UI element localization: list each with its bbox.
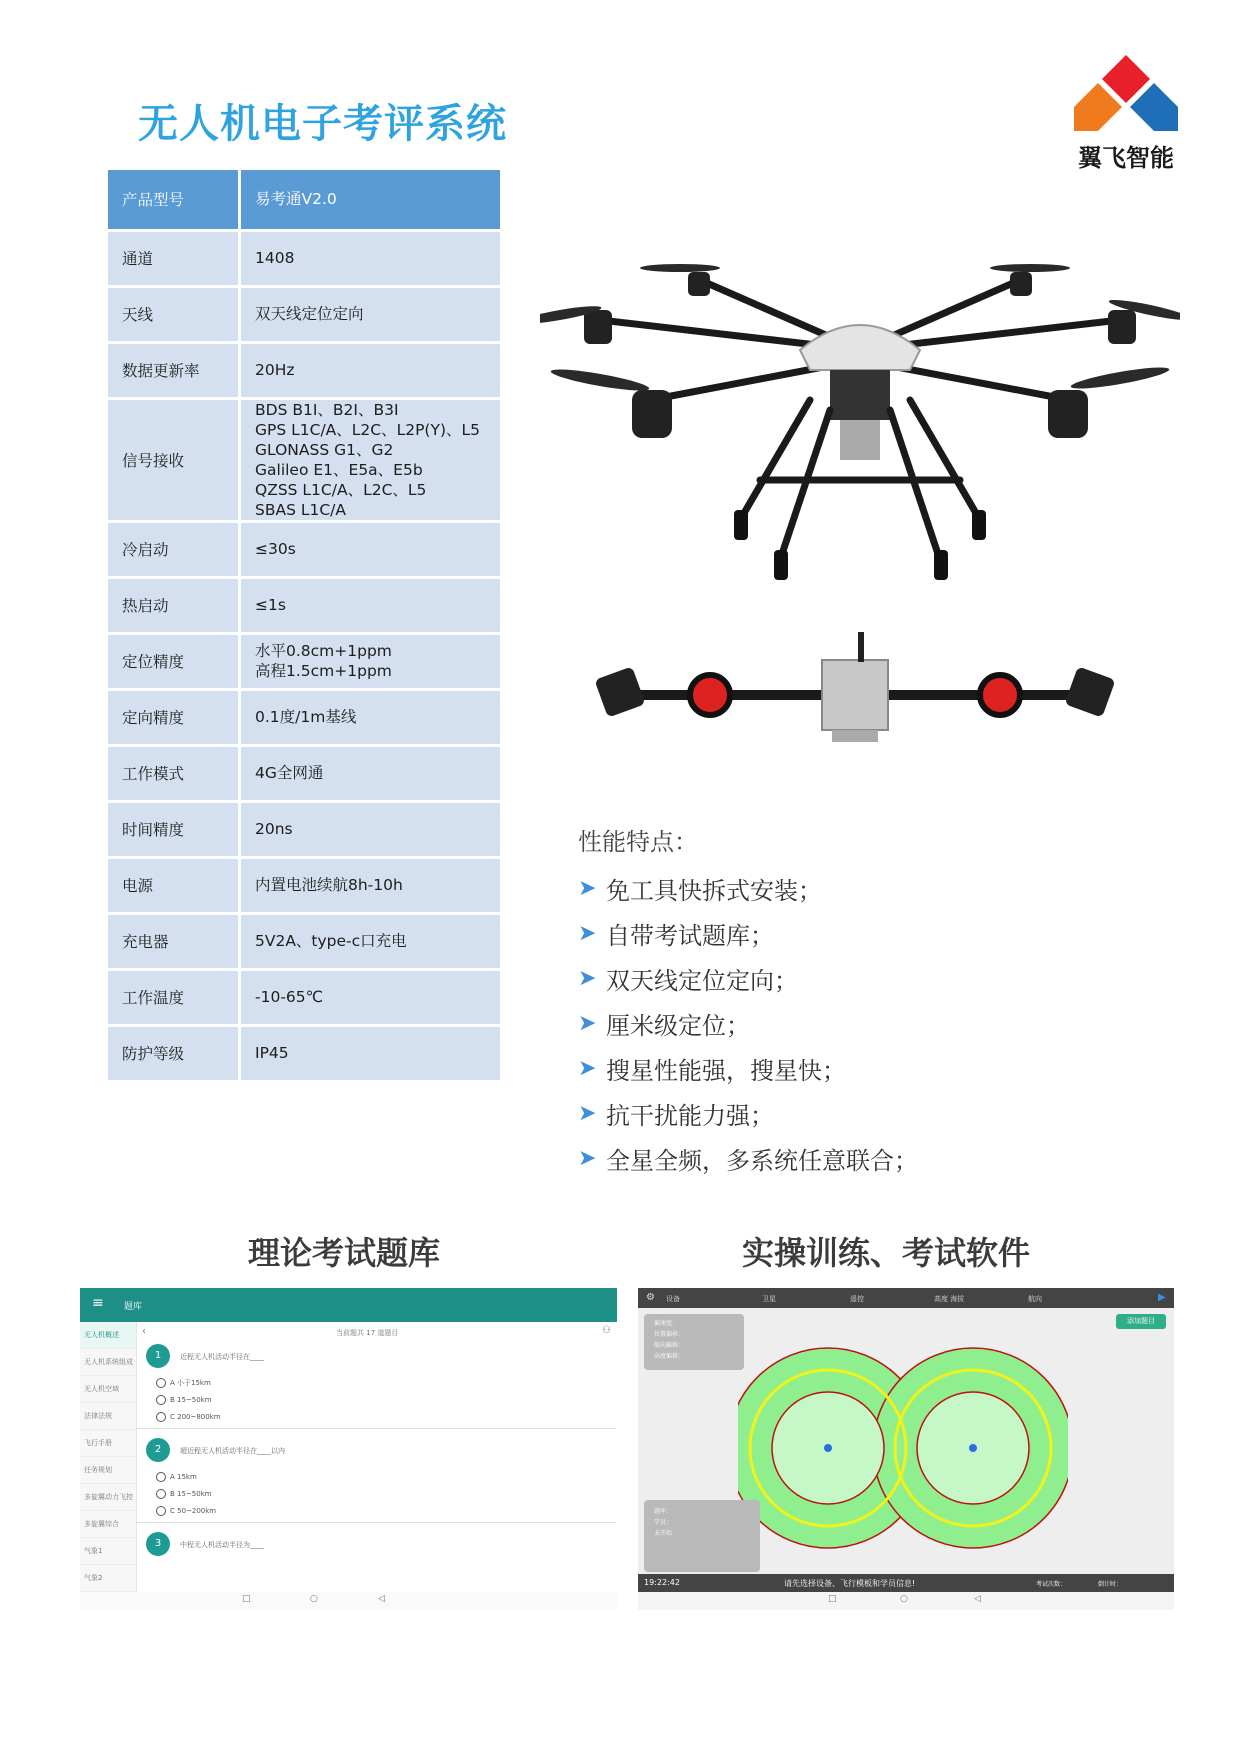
- spec-value: [240, 633, 501, 689]
- quiz-sidebar-item[interactable]: 任务规划: [80, 1457, 136, 1484]
- feature-item: [578, 911, 918, 956]
- feature-text: 自带考试题库；: [606, 922, 774, 950]
- question-number: 3: [146, 1532, 170, 1556]
- quiz-sidebar-item[interactable]: 气象1: [80, 1538, 136, 1565]
- spec-value: [240, 913, 501, 969]
- exam-status-bar: [638, 1288, 1174, 1308]
- spec-row: [108, 286, 500, 342]
- spec-value-line: GPS L1C/A、L2C、L2P(Y)、L5: [255, 420, 480, 439]
- question-number: 1: [146, 1344, 170, 1368]
- panel-line: 学员：: [654, 1519, 673, 1526]
- answer-option-text: A 小于15km: [170, 1379, 211, 1387]
- panel-line: 偏速度：: [654, 1320, 679, 1327]
- radio-icon[interactable]: [156, 1412, 166, 1422]
- spec-value-line: 内置电池续航8h-10h: [255, 876, 403, 894]
- feature-item: [578, 1091, 918, 1136]
- quiz-sidebar-item[interactable]: 无人机空域: [80, 1376, 136, 1403]
- android-navbar: [80, 1592, 617, 1610]
- exam-track-figure: [738, 1328, 1068, 1568]
- play-icon[interactable]: ▶: [1158, 1292, 1166, 1303]
- arrow-icon: ➤: [578, 876, 597, 901]
- answer-option-text: C 50~200km: [170, 1507, 217, 1515]
- spec-row: [108, 577, 500, 633]
- android-navbar-right: [638, 1592, 1174, 1610]
- answer-option[interactable]: [156, 1395, 212, 1405]
- home-icon[interactable]: ○: [310, 1594, 318, 1604]
- question-text: 近程无人机活动半径在____: [180, 1353, 264, 1361]
- status-item: 遥控: [850, 1295, 864, 1303]
- spec-key: 工作温度: [108, 969, 240, 1025]
- arrow-icon: ➤: [578, 1056, 597, 1081]
- spec-key: 冷启动: [108, 521, 240, 577]
- spec-value: [240, 230, 501, 286]
- quiz-sidebar: [80, 1322, 137, 1592]
- panel-line: 未开始: [654, 1530, 673, 1537]
- spec-value: [240, 801, 501, 857]
- answer-option[interactable]: [156, 1506, 216, 1516]
- spec-row: [108, 689, 500, 745]
- spec-value: [240, 969, 501, 1025]
- exam-count-label: 考试次数：: [1036, 1581, 1067, 1588]
- question-number: 2: [146, 1438, 170, 1462]
- spec-key: 数据更新率: [108, 342, 240, 398]
- arrow-icon: ➤: [578, 966, 597, 991]
- spec-row: [108, 801, 500, 857]
- spec-value-line: 5V2A、type-c口充电: [255, 932, 407, 950]
- exam-app-screenshot: [638, 1288, 1174, 1610]
- spec-value: [240, 521, 501, 577]
- answer-option-text: B 15~50km: [170, 1490, 212, 1498]
- radio-icon[interactable]: [156, 1489, 166, 1499]
- answer-option-text: A 15km: [170, 1473, 197, 1481]
- exam-info-panel: [644, 1500, 760, 1572]
- add-question-button[interactable]: 添加题目: [1116, 1314, 1166, 1329]
- quiz-sidebar-item[interactable]: 无人机系统组成: [80, 1349, 136, 1376]
- spec-value: [240, 286, 501, 342]
- features-title: 性能特点：: [578, 828, 698, 856]
- arrow-icon: ➤: [578, 1101, 597, 1126]
- status-item: 设备: [666, 1295, 680, 1303]
- spec-value: [240, 342, 501, 398]
- spec-key: 天线: [108, 286, 240, 342]
- feature-text: 厘米级定位；: [606, 1012, 750, 1040]
- question-counter: 当前题共 17 道题目: [336, 1329, 399, 1337]
- answer-option[interactable]: [156, 1378, 211, 1388]
- back-nav-icon[interactable]: ◁: [378, 1594, 385, 1604]
- home-icon[interactable]: ○: [900, 1594, 908, 1604]
- recent-apps-icon[interactable]: □: [242, 1594, 251, 1604]
- settings-icon[interactable]: ⚙: [646, 1292, 655, 1303]
- status-item: 航向: [1028, 1295, 1042, 1303]
- drone-image: [540, 260, 1180, 590]
- radio-icon[interactable]: [156, 1506, 166, 1516]
- feature-item: [578, 866, 918, 911]
- recent-apps-icon[interactable]: □: [828, 1594, 837, 1604]
- spec-row: [108, 398, 500, 521]
- spec-key: 产品型号: [108, 170, 240, 230]
- arrow-icon: ➤: [578, 1146, 597, 1171]
- spec-value-line: 水平0.8cm+1ppm: [255, 642, 392, 660]
- spec-value-line: 0.1度/1m基线: [255, 708, 357, 726]
- spec-value-line: 20Hz: [255, 361, 295, 379]
- spec-row: [108, 230, 500, 286]
- spec-value: [240, 398, 501, 521]
- spec-value: [240, 689, 501, 745]
- feature-text: 双天线定位定向；: [606, 967, 798, 995]
- spec-value-line: ≤30s: [255, 540, 296, 558]
- spec-value-line: IP45: [255, 1044, 289, 1062]
- feature-item: [578, 1001, 918, 1046]
- company-name: 翼飞智能: [1078, 144, 1174, 172]
- spec-value-line: 1408: [255, 249, 295, 267]
- spec-value: [240, 745, 501, 801]
- spec-value: [240, 577, 501, 633]
- section-title-theory: 理论考试题库: [248, 1234, 441, 1272]
- question-divider: [136, 1428, 616, 1429]
- arrow-icon: ➤: [578, 921, 597, 946]
- spec-value-line: BDS B1I、B2I、B3I: [255, 400, 399, 419]
- back-icon[interactable]: ‹: [142, 1326, 146, 1337]
- radio-icon[interactable]: [156, 1395, 166, 1405]
- spec-value-line: Galileo E1、E5a、E5b: [255, 460, 423, 479]
- radio-icon[interactable]: [156, 1472, 166, 1482]
- feature-text: 全星全频，多系统任意联合；: [606, 1147, 918, 1175]
- spec-table: [108, 170, 500, 1083]
- spec-value-line: 4G全网通: [255, 764, 324, 782]
- quiz-app-screenshot: [80, 1288, 617, 1610]
- spec-key: 防护等级: [108, 1025, 240, 1081]
- panel-line: 题库：: [654, 1508, 673, 1515]
- answer-option[interactable]: [156, 1412, 221, 1422]
- status-item: 卫星: [762, 1295, 776, 1303]
- question-text: 中程无人机活动半径为____: [180, 1541, 264, 1549]
- spec-key: 通道: [108, 230, 240, 286]
- feature-item: [578, 956, 918, 1001]
- spec-value-line: 双天线定位定向: [255, 305, 364, 323]
- spec-key: 热启动: [108, 577, 240, 633]
- quiz-sidebar-item[interactable]: 法律法规: [80, 1403, 136, 1430]
- radio-icon[interactable]: [156, 1378, 166, 1388]
- quiz-sidebar-item[interactable]: 无人机概述: [80, 1322, 136, 1349]
- spec-value-line: ≤1s: [255, 596, 286, 614]
- spec-key: 充电器: [108, 913, 240, 969]
- quiz-sidebar-item[interactable]: 多旋翼动力飞控: [80, 1484, 136, 1511]
- spec-row: [108, 342, 500, 398]
- spec-value: [240, 857, 501, 913]
- spec-value-line: 高程1.5cm+1ppm: [255, 662, 392, 680]
- spec-row: [108, 913, 500, 969]
- spec-key: 电源: [108, 857, 240, 913]
- quiz-sidebar-item[interactable]: 多旋翼综合: [80, 1511, 136, 1538]
- question-divider: [136, 1522, 616, 1523]
- section-title-practice: 实操训练、考试软件: [742, 1234, 1031, 1272]
- arrow-icon: ➤: [578, 1011, 597, 1036]
- spec-key: 定向精度: [108, 689, 240, 745]
- answer-option-text: C 200~800km: [170, 1413, 221, 1421]
- quiz-sidebar-item[interactable]: 气象2: [80, 1565, 136, 1592]
- spec-value: [240, 170, 501, 230]
- spec-row: [108, 633, 500, 689]
- quiz-sidebar-item[interactable]: 飞行手册: [80, 1430, 136, 1457]
- spec-row: [108, 521, 500, 577]
- countdown-label: 倒计时：: [1098, 1581, 1123, 1588]
- quiz-question-list: [136, 1322, 617, 1592]
- status-item: 高度 海拔: [934, 1295, 965, 1303]
- spec-key: 工作模式: [108, 745, 240, 801]
- spec-key: 定位精度: [108, 633, 240, 689]
- spec-row: [108, 170, 500, 230]
- spec-value-line: QZSS L1C/A、L2C、L5: [255, 480, 427, 499]
- back-nav-icon[interactable]: ◁: [974, 1594, 981, 1604]
- answer-option-text: B 15~50km: [170, 1396, 212, 1404]
- user-icon[interactable]: ⚇: [602, 1325, 611, 1336]
- spec-value-line: SBAS L1C/A: [255, 500, 346, 519]
- spec-key: 信号接收: [108, 398, 240, 521]
- spec-row: [108, 745, 500, 801]
- panel-line: 航向偏移：: [654, 1342, 685, 1349]
- spec-value-line: 易考通V2.0: [255, 190, 337, 209]
- spec-row: [108, 969, 500, 1025]
- receiver-image: [580, 632, 1130, 752]
- features-list: [578, 866, 918, 1181]
- feature-item: [578, 1136, 918, 1181]
- question-text: 超近程无人机活动半径在____以内: [180, 1447, 285, 1455]
- answer-option[interactable]: [156, 1489, 212, 1499]
- panel-line: 高度偏移：: [654, 1353, 685, 1360]
- spec-value: [240, 1025, 501, 1081]
- feature-text: 抗干扰能力强；: [606, 1102, 774, 1130]
- page-title: 无人机电子考评系统: [138, 101, 507, 147]
- panel-line: 位置偏移：: [654, 1331, 685, 1338]
- menu-icon[interactable]: ≡: [92, 1295, 104, 1311]
- spec-row: [108, 857, 500, 913]
- quiz-app-title: 题库: [124, 1302, 143, 1312]
- feature-text: 免工具快拆式安装；: [606, 877, 822, 905]
- spec-key: 时间精度: [108, 801, 240, 857]
- spec-value-line: -10-65℃: [255, 988, 324, 1006]
- clock-text: 19:22:42: [644, 1578, 680, 1587]
- spec-row: [108, 1025, 500, 1081]
- status-text: 请先选择设备、飞行模板和学员信息!: [784, 1579, 916, 1588]
- quiz-app-header: [80, 1288, 617, 1322]
- answer-option[interactable]: [156, 1472, 197, 1482]
- offset-panel: [644, 1314, 744, 1370]
- feature-text: 搜星性能强，搜星快；: [606, 1057, 846, 1085]
- spec-value-line: 20ns: [255, 820, 293, 838]
- exam-bottom-bar: [638, 1574, 1174, 1592]
- feature-item: [578, 1046, 918, 1091]
- spec-value-line: GLONASS G1、G2: [255, 440, 394, 459]
